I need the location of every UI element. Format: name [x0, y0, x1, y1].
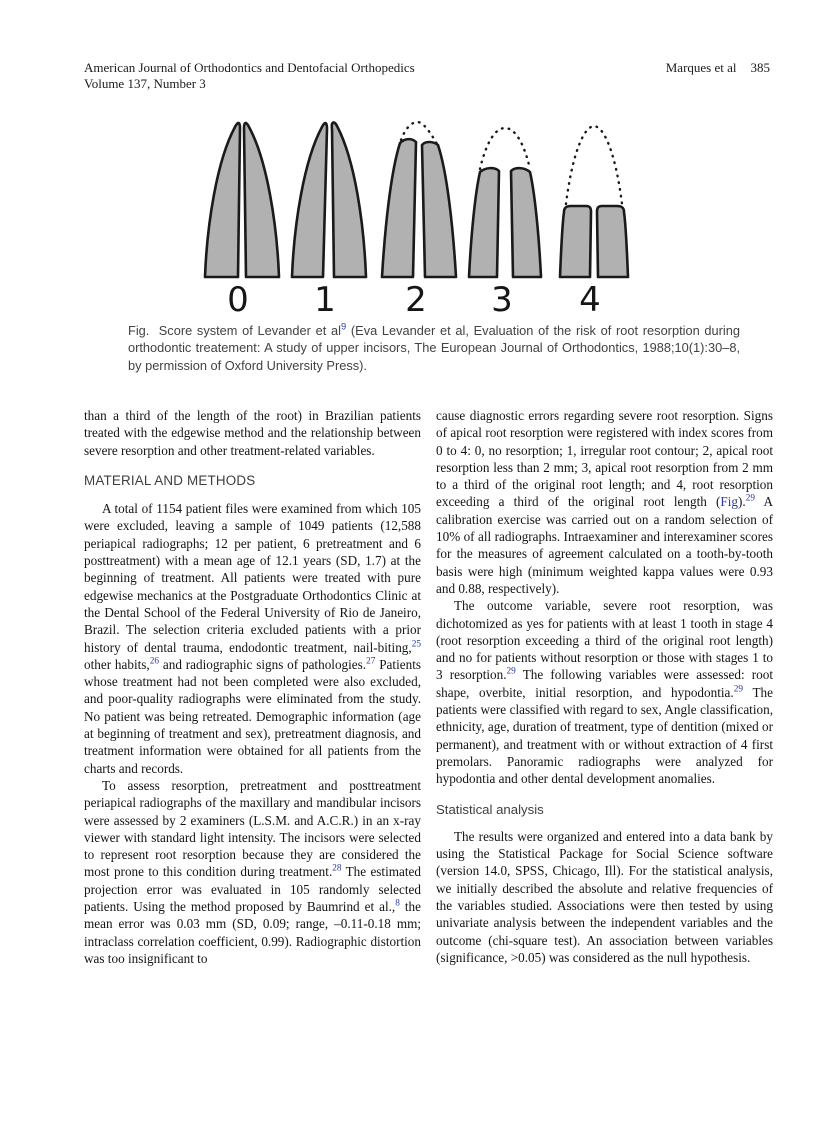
score-label-1: 1: [314, 280, 336, 316]
tooth-pair-score-4: [560, 126, 628, 277]
reference-link[interactable]: 25: [411, 639, 421, 650]
right-column: [436, 407, 773, 966]
journal-volume: Volume 137, Number 3: [84, 76, 206, 91]
body-paragraph: To assess resorption, pretreatment and posttreatment periapical radiographs of the maxillary and mandibular incisors were assessed by 2 examiners (L.S.M. and A.C.R.) in an x-ray viewer with standard light intensity. The incisors were selected to represent root resorption because they are considered the most prone to this condition during treatment.$^{28}$ The estimated projection error was evaluated in 105 randomly selected patients. Using the method proposed by Baumrind et al.,$^8$ the mean error was 0.03 mm (SD, 0.09; range, –0.11-0.18 mm; intraclass correlation coefficient, 0.99). Radiographic distortion was too insignificant to: [84, 777, 421, 966]
score-label-0: 0: [227, 280, 249, 316]
original-contour-dotted: [480, 128, 530, 169]
reference-link[interactable]: 27: [366, 656, 376, 667]
running-authors: Marques et al: [665, 60, 737, 75]
reference-link[interactable]: 29: [745, 494, 756, 505]
body-paragraph: The results were organized and entered into a data bank by using the Statistical Package for Social Science software (version 14.0, SPSS, Chicago, Ill). For the statistical analysis, we initially described the absolute and relative frequencies of the variables studied. Associations were then tested by using univariate analysis between the independent variables and the outcome (chi-square test). An association between variables (significance, >0.05) was considered as the null hypothesis.: [436, 828, 773, 965]
figure-caption: Fig. Score system of Levander et $al^9$ (Eva Levander et al, Evaluation of the risk of root resorption during orthodontic treatement: A study of upper incisors, The European Journal of Orthodontics, 1988;10(1):30–8, by permission of Oxford University Press).: [128, 321, 740, 373]
reference-link[interactable]: 8: [395, 898, 400, 909]
reference-link[interactable]: 9: [341, 321, 347, 332]
running-header-left: [84, 60, 415, 92]
figure-svg: [190, 114, 650, 316]
figure-root-resorption-scores: [190, 114, 650, 316]
body-paragraph: cause diagnostic errors regarding severe root resorption. Signs of apical root resorption were registered with index scores from 0 to 4: 0, no resorption; 1, irregular root contour; 2, apical root resorption less than 2 mm; 3, apical root resorption from 2 mm to a third of the original root length; and 4, root resorption exceeding a third of the original root length (Fig).$^{29}$ A calibration exercise was carried out on a random selection of 10% of all radiographs. Intraexaminer and interexaminer scores for the measures of agreement calculated on a tooth-by-tooth basis were high (minimum weighted kappa values were 0.93 and 0.88, respectively).: [436, 408, 773, 596]
reference-link[interactable]: 29: [506, 667, 516, 678]
running-header-right: [666, 60, 770, 76]
tooth-pair-score-3: [469, 128, 541, 277]
journal-title: American Journal of Orthodontics and Dentofacial Orthopedics: [84, 60, 415, 75]
page-number: 385: [750, 60, 770, 75]
body-paragraph: than a third of the length of the root) in Brazilian patients treated with the edgewise method and the relationship between severe resorption and other treatment-related variables.: [84, 408, 421, 458]
reference-link[interactable]: 26: [149, 656, 160, 667]
tooth-pair-score-0: [205, 123, 279, 277]
reference-link[interactable]: 28: [332, 864, 342, 875]
left-column: [84, 407, 421, 967]
body-paragraph: The outcome variable, severe root resorption, was dichotomized as yes for patients with at least 1 tooth in stage 4 (root resorption exceeding a third of the original root length) and no for patients without resorption or those with stages 1 to 3 resorption.$^{29}$ The following variables were assessed: root shape, overbite, initial resorption, and hypodontia.$^{29}$ The patients were classified with regard to sex, Angle classification, ethnicity, age, duration of treatment, type of dentition (mixed or permanent), and treatment with or without extraction of 4 first premolars. Panoramic radiographs were analyzed for hypodontia and other dental development anomalies.: [436, 598, 773, 787]
body-paragraph: A total of 1154 patient files were examined from which 105 were excluded, leaving a sample of 1049 patients (12,588 periapical radiographs; 12 per patient, 6 pretreatment and 6 posttreatment) with a mean age of 12.1 years (SD, 1.7) at the beginning of treatment. All patients were treated with pure edgewise mechanics at the Postgraduate Orthodontics Clinic at the Dental School of the Federal University of Rio de Janeiro, Brazil. The selection criteria excluded patients with a prior history of dental trauma, endodontic treatment, nail-biting,$^{25}$ other habits,$^{26}$ and radiographic signs of pathologies.$^{27}$ Patients whose treatment had not been completed were also excluded, and poor-quality radiographs were eliminated from the study. No patient was being retreated. Demographic information (age at beginning of treatment and sex), pretreatment diagnosis, and treatment information were obtained for all patients from the charts and records.: [84, 501, 421, 776]
score-label-2: 2: [405, 280, 427, 316]
subsection-heading: Statistical analysis: [436, 801, 544, 817]
score-label-3: 3: [491, 280, 513, 316]
score-label-4: 4: [579, 280, 601, 316]
figure-link[interactable]: Fig: [720, 494, 739, 510]
tooth-pair-score-1: [292, 122, 366, 277]
original-contour-dotted: [566, 126, 622, 204]
reference-link[interactable]: 29: [733, 684, 743, 695]
section-heading: MATERIAL AND METHODS: [84, 472, 256, 488]
tooth-pair-score-2: [382, 122, 456, 277]
